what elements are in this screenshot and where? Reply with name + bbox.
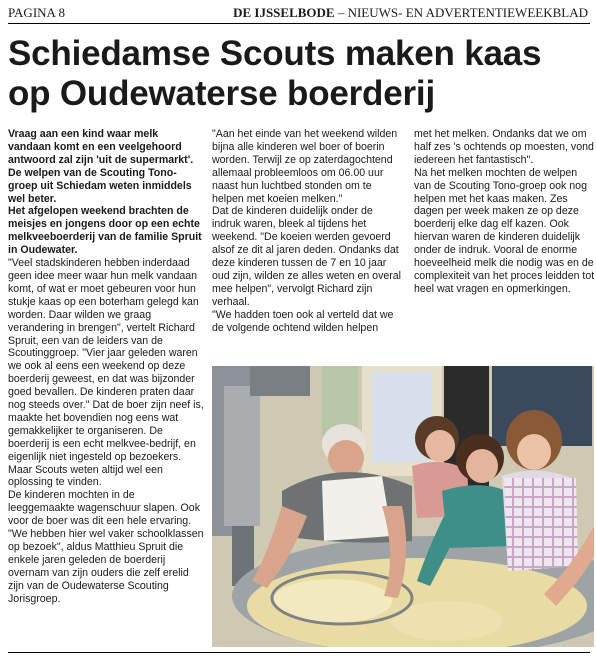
paragraph: Dat de kinderen duidelijk onder de indruk waren, bleek al tijdens het weekend. "De koeien werden gevoerd alsof ze dit al jaren deden. Ondanks dat deze kinderen tussen de 7 en 10 jaar oud zijn, wilden ze alles weten en overal mee helpen", vervolgt Richard zijn verhaal. xyxy=(212,205,402,308)
column-1 xyxy=(8,128,204,606)
column-2 xyxy=(212,128,402,335)
paper-name: DE IJSSELBODE xyxy=(233,5,335,20)
paragraph: "Veel stadskinderen hebben inderdaad geen idee meer waar hun melk vandaan komt, of wat er moet gebeuren voor hun stukje kaas op een boterham gelegd kan worden. Daar wilden we graag verandering in brengen", vertelt Richard Spruit, een van de leiders van de Scoutinggroep. "Vier jaar geleden waren we ook al eens een weekend op deze boerderij geweest, en dat was bijzonder goed bevallen. De kinderen praten daar nog steeds over." Dat de boer zijn neef is, maakte het bovendien nog eens wat gemakkelijker te organiseren. De boerderij is een echt melkvee-bedrijf, en eigenlijk niet ingesteld op bezoekers. Maar Scouts weten altijd wel een oplossing te vinden. xyxy=(8,257,204,489)
footer-rule xyxy=(8,652,590,653)
masthead xyxy=(233,5,588,21)
paragraph: "We hadden toen ook al verteld dat we de volgende ochtend wilden helpen xyxy=(212,308,394,334)
paragraph: De kinderen mochten in de leeggemaakte wagenschuur slapen. Ook voor de boer was dit een hele ervaring. "We hebben hier wel vaker schoolklassen op bezoek", aldus Matthieu Spruit die enkele jaren geleden de boerderij overnam van zijn ouders die zelf erelid zijn van de Oudewaterse Scouting Jorisgroep. xyxy=(8,489,204,605)
paragraph: Het afgelopen weekend brachten de meisjes en jongens door op een echte melkveeboerderij van de familie Spruit in Oudewater. xyxy=(8,205,202,257)
column-3 xyxy=(414,128,596,296)
article-photo xyxy=(212,366,594,647)
article-title: Schiedamse Scouts maken kaas op Oudewaterse boerderij xyxy=(8,34,542,113)
page-header xyxy=(8,5,588,25)
section-name: – NIEUWS- EN ADVERTENTIEWEEKBLAD xyxy=(334,5,588,20)
paragraph: Na het melken mochten de welpen van de Scouting Tono-groep ook nog helpen met het kaas maken. Zes dagen per week maken ze op deze boerderij elke dag elf kazen. Ook hiervan waren de kinderen duidelijk onder de indruk. Vooral de enorme hoeveelheid melk die nodig was en de complexiteit van het proces leidden tot heel wat vragen en opmerkingen. xyxy=(414,166,595,295)
paragraph: Vraag aan een kind waar melk vandaan komt en een veelgehoord antwoord zal zijn 'uit de supermarkt'. De welpen van de Scouting Tono-groep uit Schiedam weten inmiddels wel beter. xyxy=(8,128,194,205)
page-number: PAGINA 8 xyxy=(8,5,65,20)
cheese-making-photo xyxy=(212,366,594,647)
paragraph: "Aan het einde van het weekend wilden bijna alle kinderen wel boer of boerin worden. Terwijl ze op zaterdagochtend allemaal probleemloos om 06.00 uur naast hun luchtbed stonden om te helpen met koeien melken." xyxy=(212,128,398,205)
header-rule xyxy=(8,23,590,24)
paragraph: met het melken. Ondanks dat we om half zes 's ochtends op moesten, vond iedereen het fantastisch". xyxy=(414,128,594,166)
